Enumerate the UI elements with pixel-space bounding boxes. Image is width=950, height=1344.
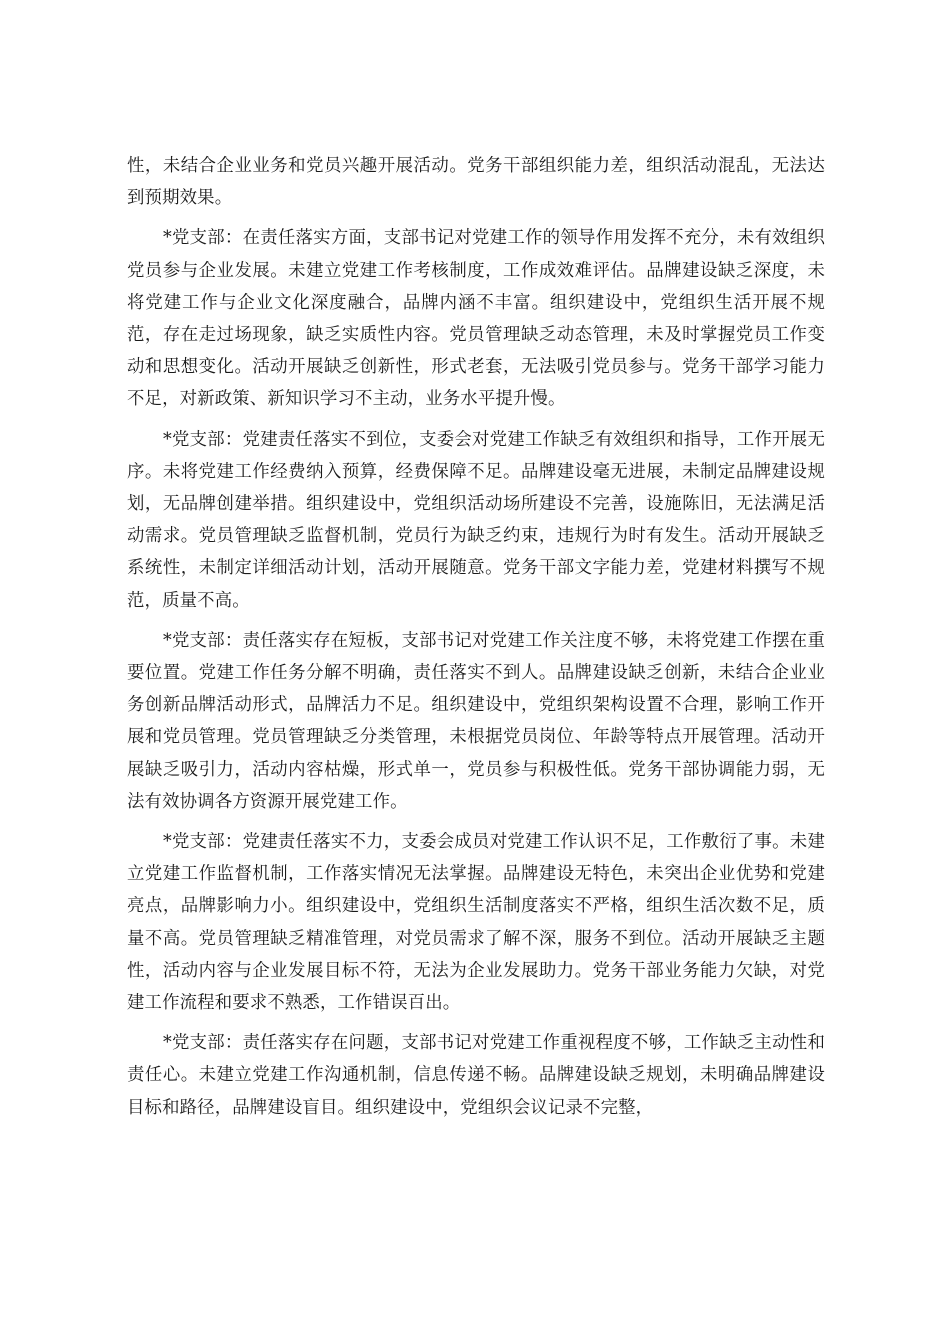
paragraph-branch-1: *党支部：在责任落实方面，支部书记对党建工作的领导作用发挥不充分，未有效组织党员参与企业发展。未建立党建工作考核制度，工作成效难评估。品牌建设缺乏深度，未将党建工作与企业文化深度融合，品牌内涵不丰富。组织建设中，党组织生活开展不规范，存在走过场现象，缺乏实质性内容。党员管理缺乏动态管理，未及时掌握党员工作变动和思想变化。活动开展缺乏创新性，形式老套，无法吸引党员参与。党务干部学习能力不足，对新政策、新知识学习不主动，业务水平提升慢。 (127, 228, 825, 410)
document-body (127, 150, 825, 1132)
paragraph-branch-3: *党支部：责任落实存在短板，支部书记对党建工作关注度不够，未将党建工作摆在重要位置。党建工作任务分解不明确，责任落实不到人。品牌建设缺乏创新，未结合企业业务创新品牌活动形式，品牌活力不足。组织建设中，党组织架构设置不合理，影响工作开展和党员管理。党员管理缺乏分类管理，未根据党员岗位、年龄等特点开展管理。活动开展缺乏吸引力，活动内容枯燥，形式单一，党员参与积极性低。党务干部协调能力弱，无法有效协调各方资源开展党建工作。 (127, 630, 825, 812)
paragraph-branch-5: *党支部：责任落实存在问题，支部书记对党建工作重视程度不够，工作缺乏主动性和责任心。未建立党建工作沟通机制，信息传递不畅。品牌建设缺乏规划，未明确品牌建设目标和路径，品牌建设盲目。组织建设中，党组织会议记录不完整， (127, 1033, 825, 1118)
paragraph-branch-4: *党支部：党建责任落实不力，支委会成员对党建工作认识不足，工作敷衍了事。未建立党建工作监督机制，工作落实情况无法掌握。品牌建设无特色，未突出企业优势和党建亮点，品牌影响力小。组织建设中，党组织生活制度落实不严格，组织生活次数不足，质量不高。党员管理缺乏精准管理，对党员需求了解不深，服务不到位。活动开展缺乏主题性，活动内容与企业发展目标不符，无法为企业发展助力。党务干部业务能力欠缺，对党建工作流程和要求不熟悉，工作错误百出。 (127, 832, 825, 1014)
paragraph-branch-2: *党支部：党建责任落实不到位，支委会对党建工作缺乏有效组织和指导，工作开展无序。未将党建工作经费纳入预算，经费保障不足。品牌建设毫无进展，未制定品牌建设规划，无品牌创建举措。组织建设中，党组织活动场所建设不完善，设施陈旧，无法满足活动需求。党员管理缺乏监督机制，党员行为缺乏约束，违规行为时有发生。活动开展缺乏系统性，未制定详细活动计划，活动开展随意。党务干部文字能力差，党建材料撰写不规范，质量不高。 (127, 429, 825, 611)
paragraph-continuation: 性，未结合企业业务和党员兴趣开展活动。党务干部组织能力差，组织活动混乱，无法达到预期效果。 (127, 156, 825, 209)
